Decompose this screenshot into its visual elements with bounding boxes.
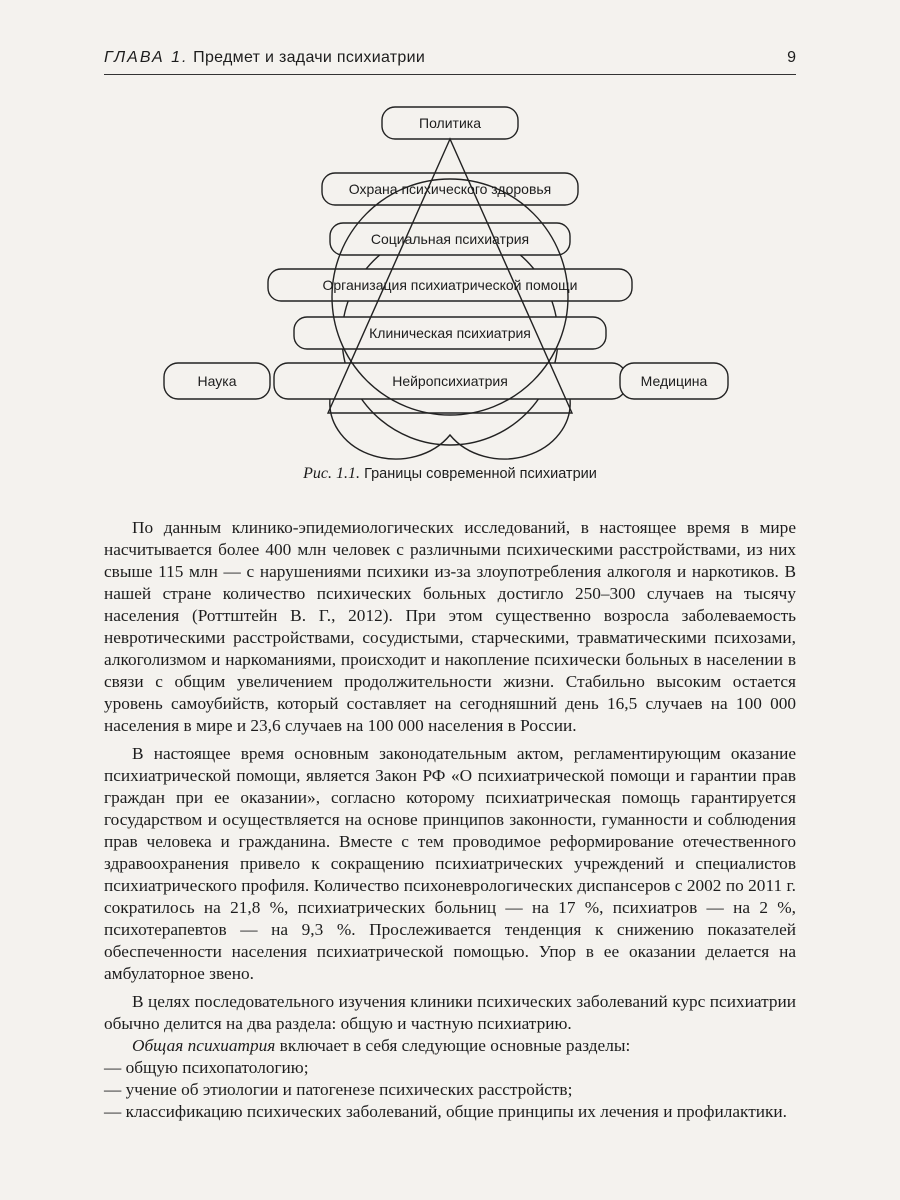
general-psychiatry-term: Общая психиатрия bbox=[132, 1036, 276, 1055]
list-item: — классификацию психических заболеваний, общие принципы их лечения и профилактики. bbox=[104, 1102, 787, 1121]
list-item: — общую психопатологию; bbox=[104, 1058, 309, 1077]
paragraph-4-rest: включает в себя следующие основные разделы: bbox=[275, 1036, 631, 1055]
label-organization: Организация психиатрической помощи bbox=[322, 277, 578, 293]
paragraph-4 bbox=[104, 1035, 796, 1057]
figure-diagram bbox=[0, 95, 900, 480]
label-politics: Политика bbox=[419, 115, 481, 131]
chapter-lead: ГЛАВА 1. bbox=[104, 49, 189, 66]
paragraph-2: В настоящее время основным законодательным актом, регламентирующим оказание психиатрической помощи, является Закон РФ «О психиатрической помощи и гарантии прав граждан при ее оказании», согласно которому психиатрическая помощь гарантируется государством и осуществляется на основе принципов законности, гуманности и соблюдения прав человека и гражданина. Вместе с тем проводимое реформирование отечественного здравоохранения привело к сокращению психиатрических учреждений и специалистов психиатрического профиля. Количество психоневрологических диспансеров с 2002 по 2011 г. сократилось на 21,8 %, психиатрических больниц — на 17 %, психиатров — на 2 %, психотерапевтов — на 9,3 %. Прослеживается тенденция к снижению показателей обеспеченности населения психиатрической помощью. Упор в ее оказании делается на амбулаторное звено. bbox=[104, 744, 796, 983]
list-item: — учение об этиологии и патогенезе психических расстройств; bbox=[104, 1080, 573, 1099]
lower-lobes bbox=[330, 399, 570, 459]
label-neuro: Нейропсихиатрия bbox=[392, 373, 508, 389]
body-text bbox=[104, 517, 796, 1123]
figure-caption bbox=[0, 465, 900, 483]
page-number: 9 bbox=[787, 49, 796, 66]
label-clinical: Клиническая психиатрия bbox=[369, 325, 531, 341]
paragraph-3: В целях последовательного изучения клиники психических заболеваний курс психиатрии обычно делится на два раздела: общую и частную психиатрию. bbox=[104, 992, 796, 1033]
chapter-name: Предмет и задачи психиатрии bbox=[193, 49, 426, 66]
chapter-title bbox=[104, 49, 425, 67]
label-medicine: Медицина bbox=[640, 373, 708, 389]
caption-text: Границы современной психиатрии bbox=[364, 466, 597, 482]
label-social: Социальная психиатрия bbox=[370, 231, 530, 247]
paragraph-1: По данным клинико-эпидемиологических исследований, в настоящее время в мире насчитывается более 400 млн человек с различными психическими расстройствами, из них свыше 115 млн — с нарушениями психики из-за злоупотребления алкоголя и наркотиков. В нашей стране количество психических больных достигло 250–300 случаев на тысячу населения (Роттштейн В. Г., 2012). При этом существенно возросла заболеваемость невротическими расстройствами, сосудистыми, старческими, травматическими психозами, алкоголизмом и наркоманиями, происходит и накопление психически больных в населении в связи с общим увеличением продолжительности жизни. Стабильно высоким остается уровень самоубийств, который составляет на сегодняшний день 16,5 случаев на 100 000 населения в мире и 23,6 случаев на 100 000 населения в России. bbox=[104, 518, 796, 735]
label-science: Наука bbox=[197, 373, 237, 389]
label-mental-health: Охрана психического здоровья bbox=[348, 181, 552, 197]
caption-label: Рис. 1.1. bbox=[303, 465, 361, 482]
running-header bbox=[104, 46, 796, 75]
